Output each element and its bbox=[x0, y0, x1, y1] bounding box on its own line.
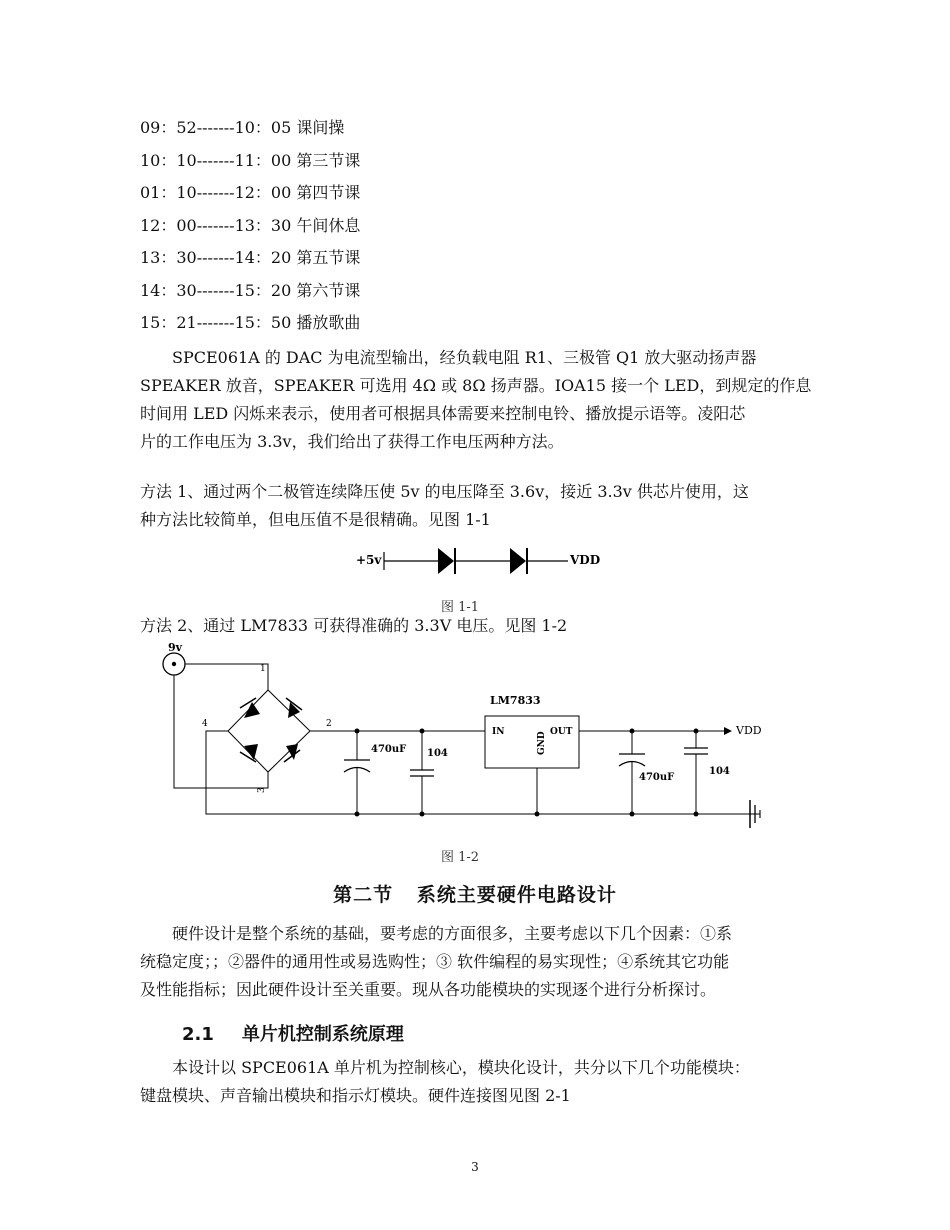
cap1-label: 470uF bbox=[371, 744, 407, 755]
section-heading bbox=[0, 880, 950, 907]
lm7833-regulator bbox=[485, 716, 579, 768]
schedule-line: 09：52-------10：05 课间操 bbox=[140, 118, 345, 137]
node-4-label: 4 bbox=[202, 719, 208, 729]
schedule-line: 01：10-------12：00 第四节课 bbox=[140, 183, 361, 202]
text-line: 统稳定度；；②器件的通用性或易选购性；③ 软件编程的易实现性；④系统其它功能 bbox=[140, 952, 730, 971]
hardware-paragraph bbox=[140, 920, 812, 1004]
text-line: SPEAKER 放音，SPEAKER 可选用 4Ω 或 8Ω 扬声器。IOA15 接一个 LED，到规定的作息 bbox=[140, 376, 812, 395]
text-line: 方法 1、通过两个二极管连续降压使 5v 的电压降至 3.6v，接近 3.3v 供芯片使用，这 bbox=[140, 482, 749, 501]
text-line: SPCE061A 的 DAC 为电流型输出，经负载电阻 R1、三极管 Q1 放大驱动扬声器 bbox=[172, 348, 757, 367]
text-line: 及性能指标；因此硬件设计至关重要。现从各功能模块的实现逐个进行分析探讨。 bbox=[140, 980, 717, 999]
page-number: 3 bbox=[471, 1160, 479, 1174]
text-line: 片的工作电压为 3.3v，我们给出了获得工作电压两种方法。 bbox=[140, 432, 564, 451]
text-line: 硬件设计是整个系统的基础，要考虑的方面很多，主要考虑以下几个因素：①系 bbox=[172, 924, 733, 943]
method1-paragraph bbox=[140, 478, 812, 534]
diode-2 bbox=[510, 548, 526, 574]
source-9v-label: 9v bbox=[168, 641, 183, 654]
text-line: 种方法比较简单，但电压值不是很精确。见图 1-1 bbox=[140, 510, 491, 529]
cap4-label: 104 bbox=[709, 766, 730, 777]
schedule-line: 13：30-------14：20 第五节课 bbox=[140, 248, 361, 267]
subsection-heading bbox=[182, 1020, 404, 1046]
plus5v-label: +5v bbox=[356, 553, 382, 567]
subsection-number: 2.1 bbox=[182, 1024, 214, 1045]
text-line: 键盘模块、声音输出模块和指示灯模块。硬件连接图见图 2-1 bbox=[140, 1086, 571, 1105]
figure-1-1-caption: 图 1-1 bbox=[441, 600, 480, 615]
figure-1-2-diagram bbox=[140, 638, 780, 838]
method2-paragraph bbox=[140, 612, 812, 640]
regulator-out-label: OUT bbox=[550, 727, 573, 737]
regulator-label: LM7833 bbox=[490, 694, 541, 707]
bridge-rectifier bbox=[228, 690, 310, 772]
design-paragraph bbox=[140, 1054, 812, 1110]
schedule-line: 15：21-------15：50 播放歌曲 bbox=[140, 313, 361, 332]
schedule-line: 14：30-------15：20 第六节课 bbox=[140, 280, 361, 300]
node-3-label: 3 bbox=[257, 787, 267, 793]
figure-1-1-diagram bbox=[340, 540, 620, 582]
diode-1 bbox=[438, 548, 454, 574]
text-line: 时间用 LED 闪烁来表示，使用者可根据具体需要来控制电铃、播放提示语等。凌阳芯 bbox=[140, 404, 746, 423]
section-heading-title: 系统主要硬件电路设计 bbox=[416, 884, 617, 906]
section-heading-prefix: 第二节 bbox=[333, 884, 394, 906]
regulator-gnd-label: GND bbox=[537, 731, 547, 755]
schedule-line: 12：00-------13：30 午间休息 bbox=[140, 215, 361, 235]
cap2-label: 104 bbox=[427, 748, 448, 759]
dac-paragraph bbox=[140, 344, 812, 456]
text-line: 本设计以 SPCE061A 单片机为控制核心，模块化设计，共分以下几个功能模块： bbox=[172, 1058, 750, 1077]
vdd-label: VDD bbox=[570, 553, 601, 567]
node-2-label: 2 bbox=[326, 719, 332, 729]
cap3-label: 470uF bbox=[639, 772, 675, 783]
subsection-title: 单片机控制系统原理 bbox=[241, 1024, 404, 1045]
vdd-output-label: VDD bbox=[736, 724, 762, 737]
schedule-list bbox=[140, 112, 360, 340]
figure-1-2-caption: 图 1-2 bbox=[441, 850, 480, 865]
text-line: 方法 2、通过 LM7833 可获得准确的 3.3V 电压。见图 1-2 bbox=[140, 616, 568, 635]
regulator-in-label: IN bbox=[492, 727, 505, 737]
node-1-label: 1 bbox=[260, 664, 266, 674]
schedule-line: 10：10-------11：00 第三节课 bbox=[140, 150, 361, 170]
